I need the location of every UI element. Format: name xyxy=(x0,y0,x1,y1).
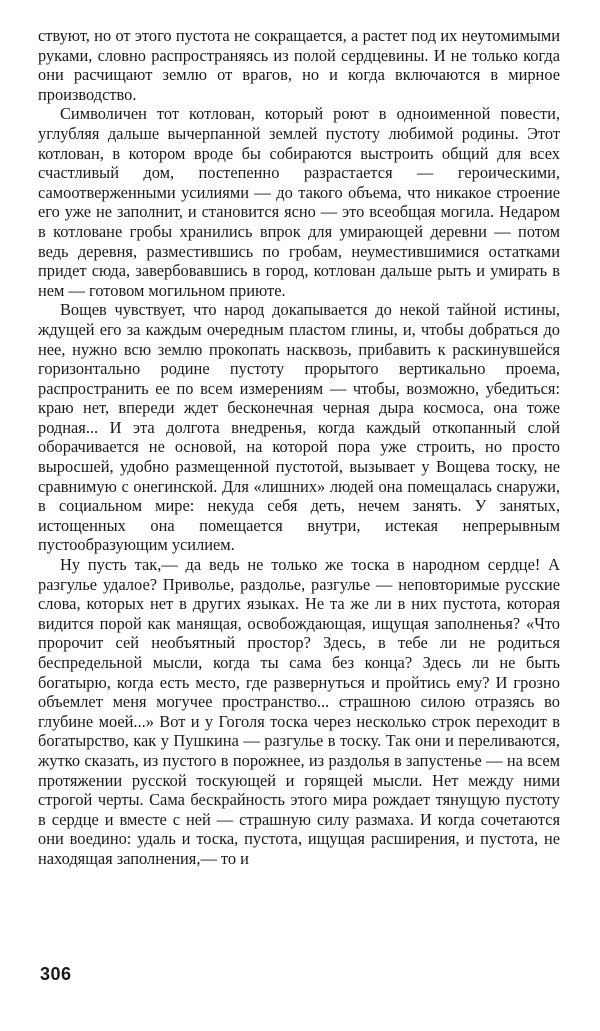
paragraph-1: ствуют, но от этого пустота не сокращается, а растет под их неутомимыми руками, словно распространяясь из полой сердцевины. И не только когда они расчищают землю от врагов, но и когда включаются в мирное производство. xyxy=(38,26,560,104)
paragraph-4: Ну пусть так,— да ведь не только же тоска в народном сердце! А разгулье удалое? Приволье, раздолье, разгулье — неповторимые русские слова, которых нет в других языках. Не та же ли в них пустота, которая видится порой как манящая, освобождающая, ищущая заполненья? «Что пророчит сей необъятный простор? Здесь, в тебе ли не родиться беспредельной мысли, когда ты сама без конца? Здесь ли не быть богатырю, когда есть место, где развернуться и пройтись ему? И грозно объемлет меня могучее пространство... страшною силою отразясь во глубине моей...» Вот и у Гоголя тоска через несколько строк переходит в богатырство, как у Пушкина — разгулье в тоску. Так они и переливаются, жутко сказать, из пустого в порожнее, из раздолья в запустенье — на всем протяжении русской тоскующей и горящей мысли. Нет между ними строгой черты. Сама бескрайность этого мира рождает тянущую пустоту в сердце и вместе с ней — страшную силу размаха. И когда сочетаются они воедино: удаль и тоска, пустота, ищущая расширения, и пустота, не находящая заполнения,— то и xyxy=(38,555,560,868)
paragraph-3: Вощев чувствует, что народ докапывается до некой тайной истины, ждущей его за каждым очередным пластом глины, и, чтобы добраться до нее, нужно всю землю прокопать насквозь, прибавить к раскинувшейся горизонтально родине пустоту прорытого вертикально проема, распространить ее по всем измерениям — чтобы, возможно, убедиться: краю нет, впереди ждет бесконечная черная дыра космоса, она тоже родная... И эта долгота внедренья, когда каждый откопанный слой оборачивается не основой, на которой пора уже строить, но просто выросшей, удобно размещенной пустотой, вызывает у Вощева тоску, не сравнимую с онегинской. Для «лишних» людей она помещалась снаружи, в социальном мире: некуда себя деть, нечем занять. У занятых, истощенных она помещается внутри, истекая непрерывным пустообразующим усилием. xyxy=(38,300,560,555)
paragraph-2: Символичен тот котлован, который роют в одноименной повести, углубляя дальше вычерпанной землей пустоту любимой родины. Этот котлован, в котором вроде бы собираются выстроить общий для всех счастливый дом, постепенно разрастается — героическими, самоотверженными усилиями — до такого объема, что никакое строение его уже не заполнит, и становится ясно — это всеобщая могила. Недаром в котловане гробы хранились впрок для умирающей деревни — потом ведь деревня, разместившись по гробам, неуместившимися остатками придет сюда, завербовавшись в город, котлован дальше рыть и умирать в нем — готовом могильном приюте. xyxy=(38,104,560,300)
page-body xyxy=(38,26,560,869)
page-number: 306 xyxy=(40,964,72,984)
